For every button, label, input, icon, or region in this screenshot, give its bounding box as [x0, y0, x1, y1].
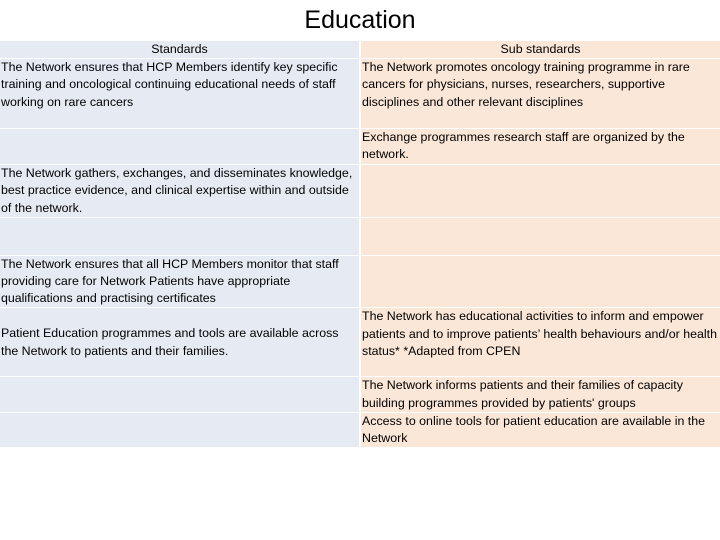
- table-row: [0, 412, 720, 447]
- sub-standard-cell: Exchange programmes research staff are organized by the network.: [360, 129, 720, 165]
- sub-standard-cell: [360, 255, 720, 308]
- standard-cell: [0, 377, 360, 412]
- standards-header: Standards: [0, 41, 360, 59]
- table-row: [0, 59, 720, 129]
- page-title: Education: [304, 6, 416, 34]
- sub-standard-cell: The Network informs patients and their families of capacity building programmes provided by patients' groups: [360, 377, 720, 412]
- standard-cell: The Network gathers, exchanges, and disseminates knowledge, best practice evidence, and clinical expertise within and outside of the network.: [0, 165, 360, 218]
- sub-standard-cell: [360, 165, 720, 218]
- table-row: [0, 129, 720, 165]
- standard-cell: The Network ensures that all HCP Members monitor that staff providing care for Network Patients have appropriate qualifications and practising certificates: [0, 255, 360, 308]
- standard-cell: Patient Education programmes and tools are available across the Network to patients and their families.: [0, 308, 360, 377]
- sub-standards-header: Sub standards: [360, 41, 720, 59]
- table-row: [0, 217, 720, 255]
- table-row: [0, 255, 720, 308]
- standard-cell: [0, 217, 360, 255]
- table-row: [0, 308, 720, 377]
- standard-cell: [0, 129, 360, 165]
- sub-standard-cell: Access to online tools for patient education are available in the Network: [360, 412, 720, 447]
- sub-standard-cell: The Network has educational activities to inform and empower patients and to improve patients’ health behaviours and/or health status* *Adapted from CPEN: [360, 308, 720, 377]
- sub-standard-cell: [360, 217, 720, 255]
- education-standards-table: [0, 40, 720, 448]
- standard-cell: The Network ensures that HCP Members identify key specific training and oncological continuing educational needs of staff working on rare cancers: [0, 59, 360, 129]
- standard-cell: [0, 412, 360, 447]
- table-row: [0, 165, 720, 218]
- table-header-row: [0, 41, 720, 59]
- table-row: [0, 377, 720, 412]
- sub-standard-cell: The Network promotes oncology training programme in rare cancers for physicians, nurses, researchers, supportive disciplines and other relevant disciplines: [360, 59, 720, 129]
